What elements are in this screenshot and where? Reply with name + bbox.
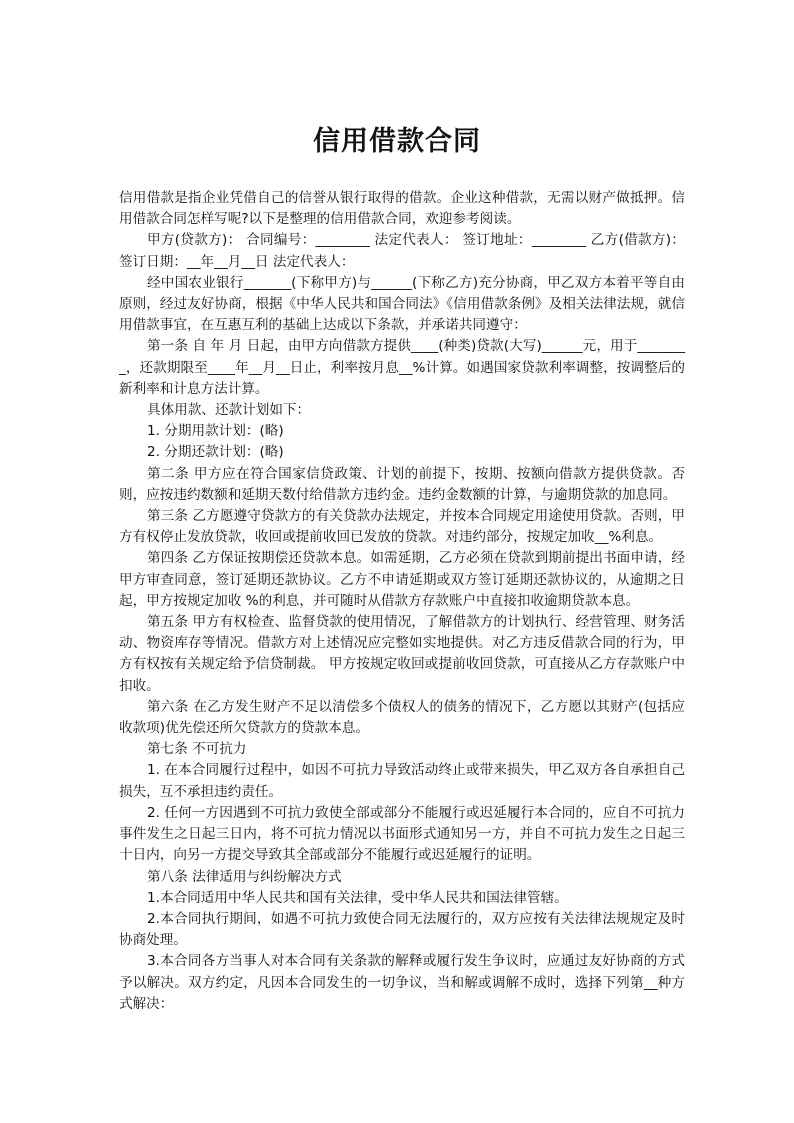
paragraph: 甲方(贷款方)： 合同编号：________ 法定代表人： 签订地址：________ 乙方(借款方)： 签订日期：__年__月__日 法定代表人： — [119, 232, 685, 270]
paragraph: 第三条 乙方愿遵守贷款方的有关贷款办法规定，并按本合同规定用途使用贷款。否则，甲方有权停止发放贷款，收回或提前收回已发放的贷款。对违约部分，按规定加收__%利息。 — [119, 508, 685, 546]
document-body — [119, 188, 685, 1015]
paragraph: 2.本合同执行期间，如遇不可抗力致使合同无法履行的，双方应按有关法律法规规定及时协商处理。 — [119, 910, 685, 949]
paragraph: 经中国农业银行_______(下称甲方)与______(下称乙方)充分协商，甲乙双方本着平等自由原则，经过友好协商，根据《中华人民共和国合同法》《信用借款条例》及相关法律法规，就信用借款事宜，在互惠互利的基础上达成以下条款，并承诺共同遵守： — [119, 274, 685, 334]
paragraph: 具体用款、还款计划如下： — [147, 402, 311, 419]
paragraph: 2. 任何一方因遇到不可抗力致使全部或部分不能履行或迟延履行本合同的，应自不可抗力事件发生之日起三日内，将不可抗力情况以书面形式通知另一方，并自不可抗力发生之日起三十日内，向另一方提交导致其全部或部分不能履行或迟延履行的证明。 — [119, 804, 685, 864]
paragraph: 第一条 自 年 月 日起，由甲方向借款方提供____(种类)贷款(大写)______元，用于________，还款期限至____年__月__日止，利率按月息__%计算。如遇国家贷款利率调整，按调整后的新利率和计息方法计算。 — [119, 338, 685, 397]
document-title: 信用借款合同 — [313, 126, 481, 157]
paragraph: 2. 分期还款计划：(略) — [147, 444, 284, 461]
paragraph: 第六条 在乙方发生财产不足以清偿多个债权人的债务的情况下，乙方愿以其财产(包括应收款项)优先偿还所欠贷款方的贷款本息。 — [119, 698, 685, 737]
paragraph: 1. 分期用款计划：(略) — [147, 423, 284, 440]
paragraph: 1. 在本合同履行过程中，如因不可抗力导致活动终止或带来损失，甲乙双方各自承担自己损失，互不承担违约责任。 — [119, 762, 685, 800]
paragraph: 3.本合同各方当事人对本合同有关条款的解释或履行发生争议时，应通过友好协商的方式予以解决。双方约定，凡因本合同发生的一切争议，当和解或调解不成时，选择下列第__种方式解决： — [119, 953, 685, 1012]
paragraph: 第八条 法律适用与纠纷解决方式 — [147, 868, 342, 885]
paragraph: 第五条 甲方有权检查、监督贷款的使用情况，了解借款方的计划执行、经营管理、财务活动、物资库存等情况。借款方对上述情况应完整如实地提供。对乙方违反借款合同的行为，甲方有权按有关规定给予信贷制裁。 甲方按规定收回或提前收回贷款，可直接从乙方存款账户中扣收。 — [119, 614, 685, 694]
paragraph: 第七条 不可抗力 — [147, 741, 247, 758]
paragraph: 第二条 甲方应在符合国家信贷政策、计划的前提下，按期、按额向借款方提供贷款。否则，应按违约数额和延期天数付给借款方违约金。违约金数额的计算，与逾期贷款的加息同。 — [119, 465, 685, 503]
paragraph: 信用借款是指企业凭借自己的信誉从银行取得的借款。企业这种借款，无需以财产做抵押。信用借款合同怎样写呢?以下是整理的信用借款合同，欢迎参考阅读。 — [119, 190, 685, 228]
paragraph: 第四条 乙方保证按期偿还贷款本息。如需延期，乙方必须在贷款到期前提出书面申请，经甲方审查同意，签订延期还款协议。乙方不申请延期或双方签订延期还款协议的，从逾期之日起，甲方按规定加收 %的利息，并可随时从借款方存款账户中直接扣收逾期贷款本息。 — [119, 550, 685, 609]
paragraph: 1.本合同适用中华人民共和国有关法律，受中华人民共和国法律管辖。 — [147, 889, 568, 906]
